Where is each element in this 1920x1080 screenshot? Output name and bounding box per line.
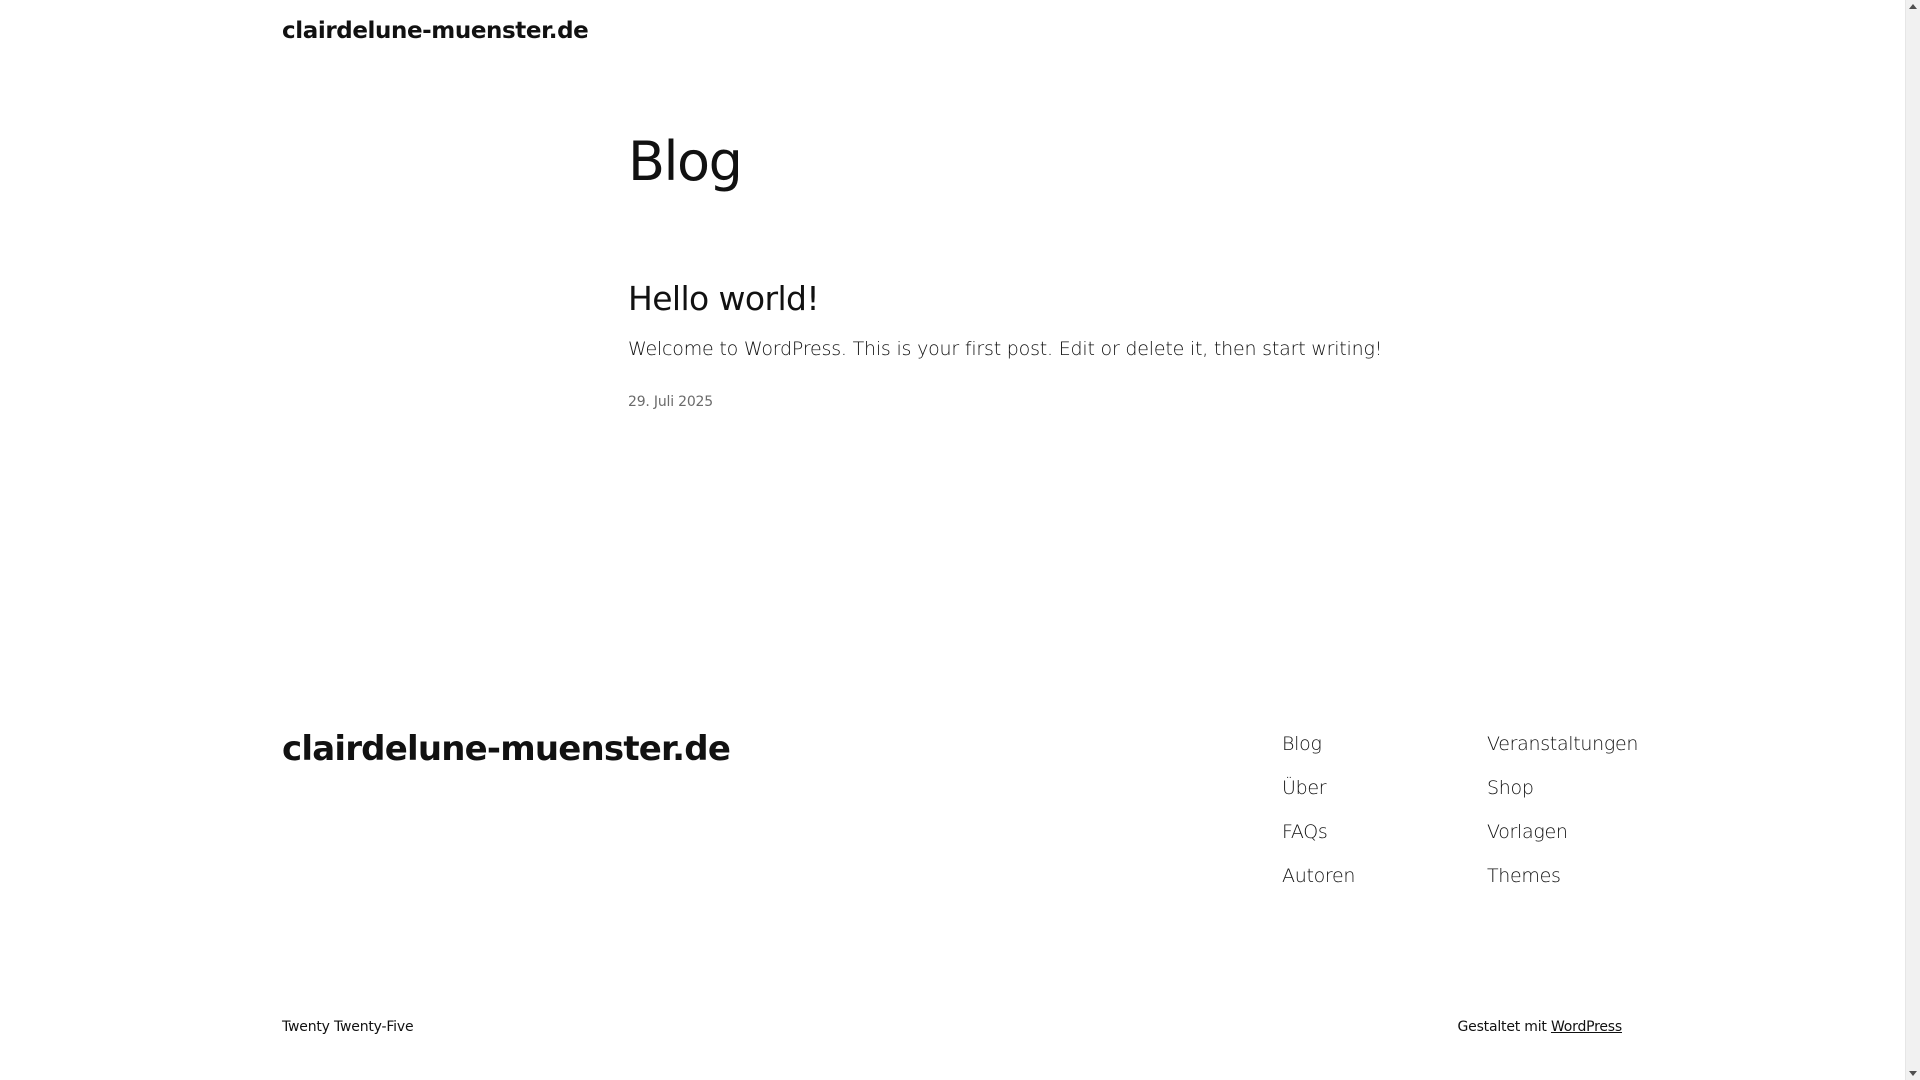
footer-nav-autoren[interactable]: Autoren <box>1282 865 1356 887</box>
footer-nav-ueber[interactable]: Über <box>1282 777 1327 799</box>
footer-nav-veranstaltungen[interactable]: Veranstaltungen <box>1487 733 1639 755</box>
footer-credit-prefix: Gestaltet mit <box>1457 1019 1547 1035</box>
scroll-up-arrow-icon[interactable] <box>1909 4 1917 9</box>
scroll-down-arrow-icon[interactable] <box>1909 1071 1917 1076</box>
vertical-scrollbar[interactable] <box>1905 0 1920 1080</box>
footer-nav-vorlagen[interactable]: Vorlagen <box>1487 821 1568 843</box>
footer-site-title-link[interactable]: clairdelune-muenster.de <box>282 729 731 769</box>
footer-nav-themes[interactable]: Themes <box>1487 865 1561 887</box>
wordpress-link[interactable]: WordPress <box>1550 1019 1622 1035</box>
footer-theme-name: Twenty Twenty-Five <box>282 1019 414 1035</box>
post-date: 29. Juli 2025 <box>628 394 713 410</box>
footer-nav-shop[interactable]: Shop <box>1487 777 1534 799</box>
footer-nav-faqs[interactable]: FAQs <box>1282 821 1328 843</box>
footer-credit <box>1458 1019 1622 1035</box>
footer-nav-column-1 <box>1282 729 1355 905</box>
post-title-link[interactable]: Hello world! <box>628 279 820 318</box>
post-excerpt: Welcome to WordPress. This is your first post. Edit or delete it, then start writing! <box>628 338 1383 360</box>
footer-nav-column-2 <box>1487 729 1638 905</box>
page-title: Blog <box>628 130 742 193</box>
header-site-title-link[interactable]: clairdelune-muenster.de <box>282 18 589 44</box>
footer-nav-blog[interactable]: Blog <box>1282 733 1322 755</box>
